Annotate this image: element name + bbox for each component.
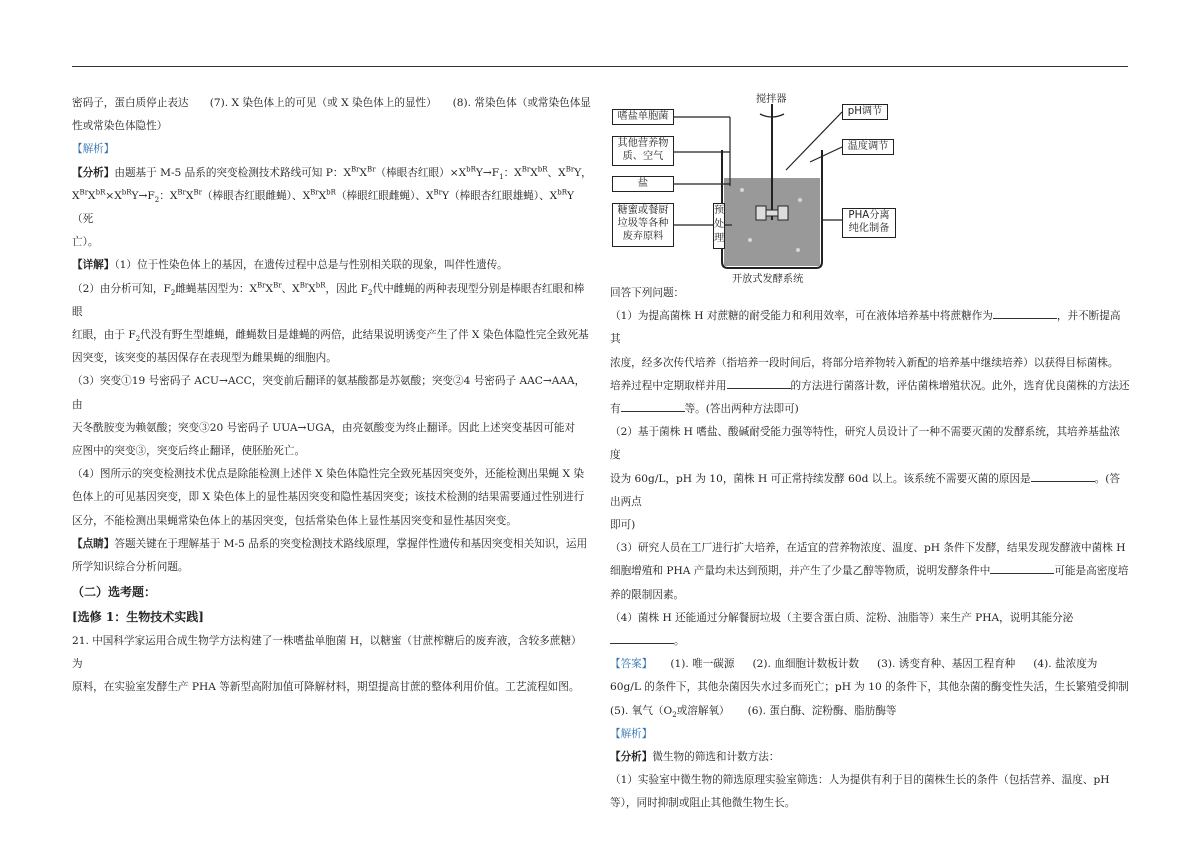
answer-line-2: 60g/L 的条件下，其他杂菌因失水过多而死亡；pH 为 10 的条件下，其他杂菌的酶变性失活，生长繁殖受抑制	[610, 681, 1129, 694]
xiangjie-p3-l2: 天冬酰胺变为赖氨酸；突变③20 号密码子 UUA→UGA，由亮氨酸变为终止翻译。因此上述突变基因可能对	[72, 421, 576, 434]
question-21-l1: 21. 中国科学家运用合成生物学方法构建了一株嗜盐单胞菌 H，以糖蜜（甘蔗榨糖后的废弃液，含较多蔗糖）为	[72, 634, 582, 670]
xiangjie-p4-l2: 色体上的可见基因突变，即 X 染色体上的显性基因突变和隐性基因突变；该技术检测的结果需要通过性别进行	[72, 491, 585, 504]
q3-l3: 养的限制因素。	[610, 588, 685, 601]
xiangjie-p1: 【详解】（1）位于性染色体上的基因，在遗传过程中总是与性别相关联的现象，叫伴性遗传。	[72, 259, 508, 272]
header-rule	[72, 66, 1128, 67]
stirrer-label: 搅拌器	[756, 94, 787, 105]
temp-box: 温度调节	[842, 139, 894, 155]
xiangjie-p4-l1: （4）图所示的突变检测技术优点是除能检测上述伴 X 染色体隐性完全致死基因突变外，还能检测出果蝇 X 染	[72, 468, 585, 481]
box-nutrients: 其他营养物 质、空气	[612, 136, 674, 166]
q4-l2: 。	[610, 630, 1130, 653]
right-f1-l2: 等），同时抑制或阻止其他微生物生长。	[610, 797, 796, 810]
box-salt: 盐	[612, 176, 674, 192]
xiangjie-p3-l3: 应图中的突变③，突变后终止翻译，使胚胎死亡。	[72, 445, 306, 458]
q1-l3: 培养过程中定期取样并用 的方法进行菌落计数，评估菌株增殖状况。此外，选育优良菌株的方法还	[610, 375, 1130, 398]
right-f1-l1: （1）实验室中微生物的筛选原理实验室筛选：人为提供有利于目的菌株生长的条件（包括营养、温度、pH	[610, 774, 1110, 787]
box-pretreat: 预 处 理	[713, 203, 725, 249]
right-fenxi: 【分析】微生物的筛选和计数方法：	[610, 751, 780, 764]
answer-line-3: (5). 氧气（$O_2$或溶解氧） (6). 蛋白酶、淀粉酶、脂肪酶等	[610, 704, 897, 719]
q1-l4: 有 等。(答出两种方法即可)	[610, 398, 1130, 421]
answer-line-1: 【答案】 (1). 唯一碳源 (2). 血细胞计数板计数 (3). 诱变育种、基因工程育种 (4). 盐浓度为	[610, 658, 1098, 671]
q2-l2: 设为 60g/L，pH 为 10，菌株 H 可正常持续发酵 60d 以上。该系统不需要灭菌的原因是 。(答出两点	[610, 468, 1130, 514]
box-waste: 糖蜜或餐厨 垃圾等各种 废弃原料	[612, 203, 674, 247]
xiangjie-p4-l3: 区分，不能检测出果蝇常染色体上的基因突变，包括常染色体上显性基因突变和显性基因突变。	[72, 514, 517, 527]
answer-continuation-2: 性或常染色体隐性）	[72, 120, 168, 133]
fermentation-diagram	[610, 90, 910, 285]
xiangjie-p2-l2: 红眼，由于 $F_2$代没有野生型雄蝇，雌蝇数目是雄蝇的两倍，此结果说明诱变产生了伴 X 染色体隐性完全致死基	[72, 329, 589, 344]
left-column	[72, 92, 592, 699]
box-pha: PHA分离 纯化制备	[842, 208, 896, 238]
q1-l1: （1）为提高菌株 H 对蔗糖的耐受能力和利用效率，可在液体培养基中将蔗糖作为 ，并不断提高其	[610, 305, 1130, 351]
xiangjie-p2-l3: 因突变，该突变的基因保存在表现型为雌果蝇的细胞内。	[72, 352, 337, 365]
right-column	[610, 282, 1130, 816]
fenxi-paragraph-3: 亡）。	[72, 236, 99, 249]
xiangjie-p2: （2）由分析可知，$F_2$雌蝇基因型为：$X^{Br}X^{Br}$、$X^{Br}X^{bR}$，因此 $F_2$代中雌蝇的两种表现型分别是棒眼杏红眼和棒眼	[72, 281, 585, 318]
fenxi-paragraph-2: $X^{Br}X^{bR}\times X^{bR}Y\to F_2$：$X^{Br}X^{Br}$（棒眼杏红眼雌蝇）、$X^{Br}X^{bR}$（棒眼红眼雌蝇）、$X^{Br}Y$（棒眼杏红眼雄蝇）、$X^{bR}Y$（死	[72, 188, 574, 226]
q1-l2: 浓度，经多次传代培养（指培养一段时间后，将部分培养物转入新配的培养基中继续培养）以获得目标菌株。	[610, 356, 1119, 369]
q2-l1: （2）基于菌株 H 嗜盐、酸碱耐受能力强等特性，研究人员设计了一种不需要灭菌的发酵系统，其培养基盐浓度	[610, 426, 1121, 462]
right-jiexi-label: 【解析】	[610, 727, 653, 740]
intro: 回答下列问题：	[610, 287, 685, 299]
subsection-heading: [选修 1：生物技术实践]	[72, 610, 204, 625]
dianjing-l2: 所学知识综合分析问题。	[72, 561, 189, 574]
system-label: 开放式发酵系统	[732, 274, 804, 285]
q3-l2: 细胞增殖和 PHA 产量均未达到预期，并产生了少量乙醇等物质，说明发酵条件中 可能是高密度培	[610, 560, 1130, 583]
section-heading: （二）选考题：	[72, 585, 157, 600]
question-21-l2: 原料，在实验室发酵生产 PHA 等新型高附加值可降解材料，期望提高甘蔗的整体利用价值。工艺流程如图。	[72, 681, 580, 694]
fenxi-paragraph: 【分析】由题基于 M-5 品系的突变检测技术路线可知 P：$X^{Br}X^{Br}$（棒眼杏红眼）$\times X^{bR}Y\to F_1$：$X^{Br}X^{bR}$、$X^{Br}Y$，	[72, 165, 592, 181]
answer-continuation: 密码子，蛋白质停止表达 (7). X 染色体上的可见（或 X 染色体上的显性） (8). 常染色体（或常染色体显	[72, 97, 591, 109]
dianjing-l1: 【点睛】答题关键在于理解基于 M-5 品系的突变检测技术路线原理，掌握伴性遗传和基因突变相关知识，运用	[72, 537, 588, 550]
ph-box: pH调节	[842, 104, 888, 120]
q4-l1: （4）菌株 H 还能通过分解餐厨垃圾（主要含蛋白质、淀粉、油脂等）来生产 PHA，说明其能分泌	[610, 611, 1074, 624]
q3-l1: （3）研究人员在工厂进行扩大培养，在适宜的营养物浓度、温度、pH 条件下发酵，结果发现发酵液中菌株 H	[610, 542, 1126, 555]
xiangjie-p3-l1: （3）突变①19 号密码子 ACU→ACC，突变前后翻译的氨基酸都是苏氨酸；突变②4 号密码子 AAC→AAA，由	[72, 375, 586, 411]
q2-l3: 即可)	[610, 519, 636, 532]
box-bacteria: 嗜盐单胞菌	[612, 109, 674, 125]
jiexi-label: 【解析】	[72, 143, 115, 156]
